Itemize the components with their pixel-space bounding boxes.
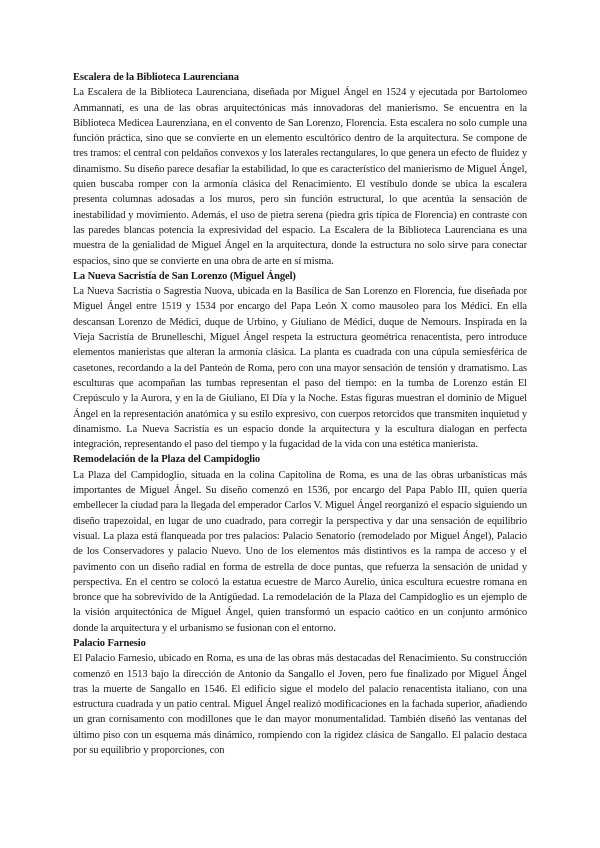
section-body: La Nueva Sacristía o Sagrestia Nuova, ubicada en la Basílica de San Lorenzo en Florencia, fue diseñada por Miguel Ángel entre 1519 y 1534 por encargo del Papa León X como mausoleo para los Médici. En ella descansan Lorenzo de Médici, duque de Urbino, y Giuliano de Médici, duque de Nemours. Inspirada en la Vieja Sacristía de Brunelleschi, Miguel Ángel respeta la estructura geométrica renacentista, pero introduce elementos manieristas que alteran la armonía clásica. La planta es cuadrada con una cúpula semiesférica de casetones, recordando a la del Panteón de Roma, pero con una mayor sensación de tensión y dramatismo. Las esculturas que acompañan las tumbas representan el paso del tiempo: en la tumba de Lorenzo están El Crepúsculo y la Aurora, y en la de Giuliano, El Día y la Noche. Estas figuras muestran el dominio de Miguel Ángel en la representación anatómica y su estilo expresivo, con cuerpos retorcidos que transmiten inquietud y dinamismo. La Nueva Sacristía es un espacio donde la arquitectura y la escultura dialogan en perfecta integración, representando el paso del tiempo y la fugacidad de la vida con una estética manierista.: [73, 286, 527, 451]
section-body: La Escalera de la Biblioteca Laurenciana, diseñada por Miguel Ángel en 1524 y ejecutada por Bartolomeo Ammannati, es una de las obras arquitectónicas más innovadoras del manierismo. Se encuentra en la Biblioteca Medicea Laurenziana, en el convento de San Lorenzo, Florencia. Esta escalera no solo cumple una función práctica, sino que se convierte en un elemento escultórico dentro de la arquitectura. Se compone de tres tramos: el central con peldaños convexos y los laterales rectangulares, lo que genera un efecto de fluidez y dinamismo. Su diseño parece desafiar la estabilidad, lo que es característico del manierismo de Miguel Ángel, quien buscaba romper con la armonía clásica del Renacimiento. El vestíbulo donde se ubica la escalera presenta columnas adosadas a los muros, pero sin función estructural, lo que acentúa la sensación de inestabilidad y movimiento. Además, el uso de pietra serena (piedra gris típica de Florencia) en contraste con las paredes blancas potencia la expresividad del espacio. La Escalera de la Biblioteca Laurenciana es una muestra de la genialidad de Miguel Ángel en la arquitectura, donde la estructura no solo sirve para conectar espacios, sino que se convierte en una obra de arte en sí misma.: [73, 87, 527, 267]
section-body: El Palacio Farnesio, ubicado en Roma, es una de las obras más destacadas del Renacimiento. Su construcción comenzó en 1513 bajo la dirección de Antonio da Sangallo el Joven, pero fue finalizado por Miguel Ángel tras la muerte de Sangallo en 1546. El edificio sigue el modelo del palacio renacentista italiano, con una estructura cuadrada y un patio central. Miguel Ángel realizó modificaciones en la fachada superior, añadiendo un gran cornisamento con modillones que le dan mayor monumentalidad. También diseñó las ventanas del último piso con un esquema más dinámico, rompiendo con la rigidez clásica de Sangallo. El palacio destaca por su equilibrio y proporciones, con: [73, 653, 527, 757]
document-page: [73, 70, 527, 758]
section-title: Remodelación de la Plaza del Campidoglio: [73, 454, 261, 466]
section-palacio-farnesio: [73, 636, 527, 758]
section-plaza-campidoglio: [73, 452, 527, 636]
section-body: La Plaza del Campidoglio, situada en la colina Capitolina de Roma, es una de las obras urbanísticas más importantes de Miguel Ángel. Su diseño comenzó en 1536, por encargo del Papa Pablo III, quien quería embellecer la ciudad para la llegada del emperador Carlos V. Miguel Ángel reorganizó el espacio siguiendo un diseño trapezoidal, en lugar de uno cuadrado, para corregir la perspectiva y dar una sensación de equilibrio visual. La plaza está flanqueada por tres palacios: Palacio Senatorio (remodelado por Miguel Ángel), Palacio de los Conservadores y palacio Nuevo. Uno de los elementos más distintivos es la rampa de acceso y el pavimento con un diseño radial en forma de estrella de doce puntas, que refuerza la sensación de unidad y perspectiva. En el centro se colocó la estatua ecuestre de Marco Aurelio, única escultura ecuestre romana en bronce que ha sobrevivido de la Antigüedad. La remodelación de la Plaza del Campidoglio es un ejemplo de la visión arquitectónica de Miguel Ángel, quien transformó un espacio caótico en un conjunto armónico donde la arquitectura y el urbanismo se fusionan con el entorno.: [73, 469, 527, 634]
section-title: Palacio Farnesio: [73, 637, 146, 649]
section-biblioteca-laurenciana: [73, 70, 527, 269]
section-title: La Nueva Sacristía de San Lorenzo (Miguel Ángel): [73, 270, 296, 282]
section-nueva-sacristia: [73, 269, 527, 453]
section-title: Escalera de la Biblioteca Laurenciana: [73, 72, 239, 83]
